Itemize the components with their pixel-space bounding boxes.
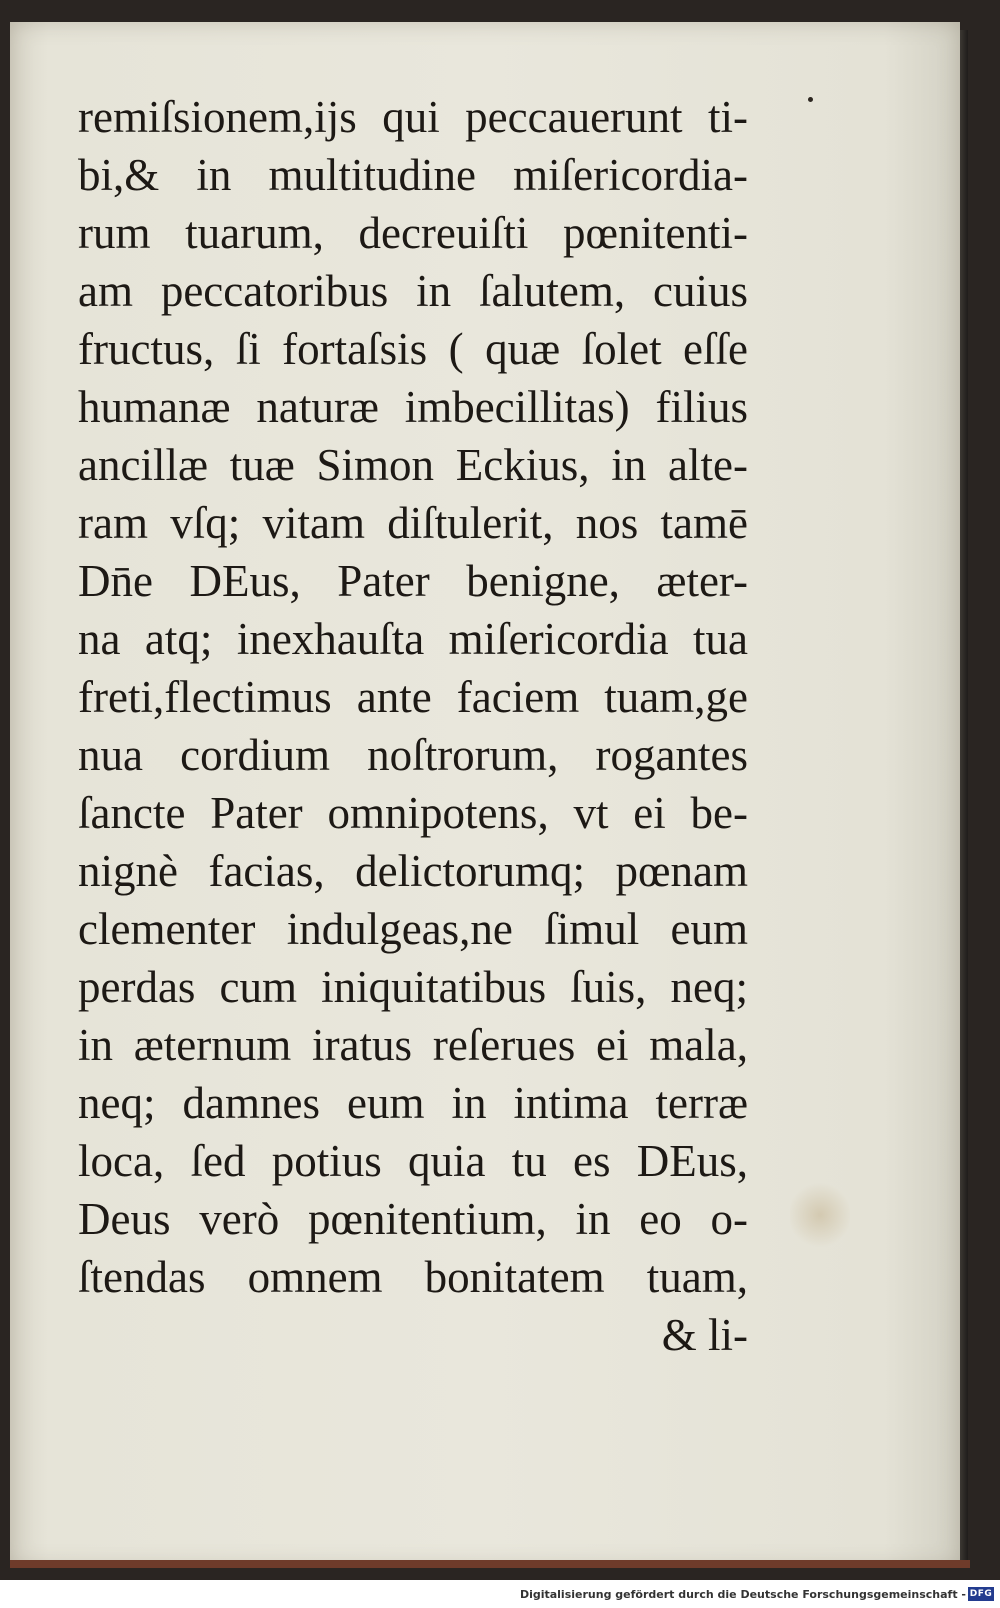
text-line: loca, ſed potius quia tu es DEus, bbox=[78, 1136, 748, 1186]
text-line: ſtendas omnem bonitatem tuam, bbox=[78, 1252, 748, 1302]
text-line: humanæ naturæ imbecillitas) filius bbox=[78, 382, 748, 432]
text-line: in æternum iratus reſerues ei mala, bbox=[78, 1020, 748, 1070]
page-edge-bottom bbox=[10, 1560, 970, 1568]
ink-dot bbox=[808, 97, 813, 102]
text-line: bi,& in multitudine miſericordia- bbox=[78, 150, 748, 200]
text-line: ſancte Pater omnipotens, vt ei be- bbox=[78, 788, 748, 838]
text-line: na atq; inexhauſta miſericordia tua bbox=[78, 614, 748, 664]
text-line: am peccatoribus in ſalutem, cuius bbox=[78, 266, 748, 316]
text-line: nignè facias, delictorumq; pœnam bbox=[78, 846, 748, 896]
text-line: ancillæ tuæ Simon Eckius, in alte- bbox=[78, 440, 748, 490]
text-line: Dn̄e DEus, Pater benigne, æter- bbox=[78, 556, 748, 606]
text-line: perdas cum iniquitatibus ſuis, neq; bbox=[78, 962, 748, 1012]
text-line: ram vſq; vitam diſtulerit, nos tamē bbox=[78, 498, 748, 548]
text-line: neq; damnes eum in intima terræ bbox=[78, 1078, 748, 1128]
text-line: rum tuarum, decreuiſti pœnitenti- bbox=[78, 208, 748, 258]
text-line: clementer indulgeas,ne ſimul eum bbox=[78, 904, 748, 954]
text-line: remiſsionem,ijs qui peccauerunt ti- bbox=[78, 92, 748, 142]
catchword: & li- bbox=[661, 1310, 748, 1360]
page-text bbox=[78, 88, 748, 1364]
text-line: freti,flectimus ante faciem tuam,ge bbox=[78, 672, 748, 722]
text-line: Deus verò pœnitentium, in eo o- bbox=[78, 1194, 748, 1244]
dfg-logo: DFG bbox=[969, 1589, 993, 1599]
text-line: fructus, ſi fortaſsis ( quæ ſolet eſſe bbox=[78, 324, 748, 374]
paper-stain bbox=[790, 1180, 850, 1250]
text-line: nua cordium noſtrorum, rogantes bbox=[78, 730, 748, 780]
digitization-footer bbox=[0, 1584, 1000, 1608]
page-edge-right bbox=[960, 30, 968, 1560]
footer-credit: Digitalisierung gefördert durch die Deutsche Forschungsgemeinschaft - bbox=[519, 1588, 966, 1601]
